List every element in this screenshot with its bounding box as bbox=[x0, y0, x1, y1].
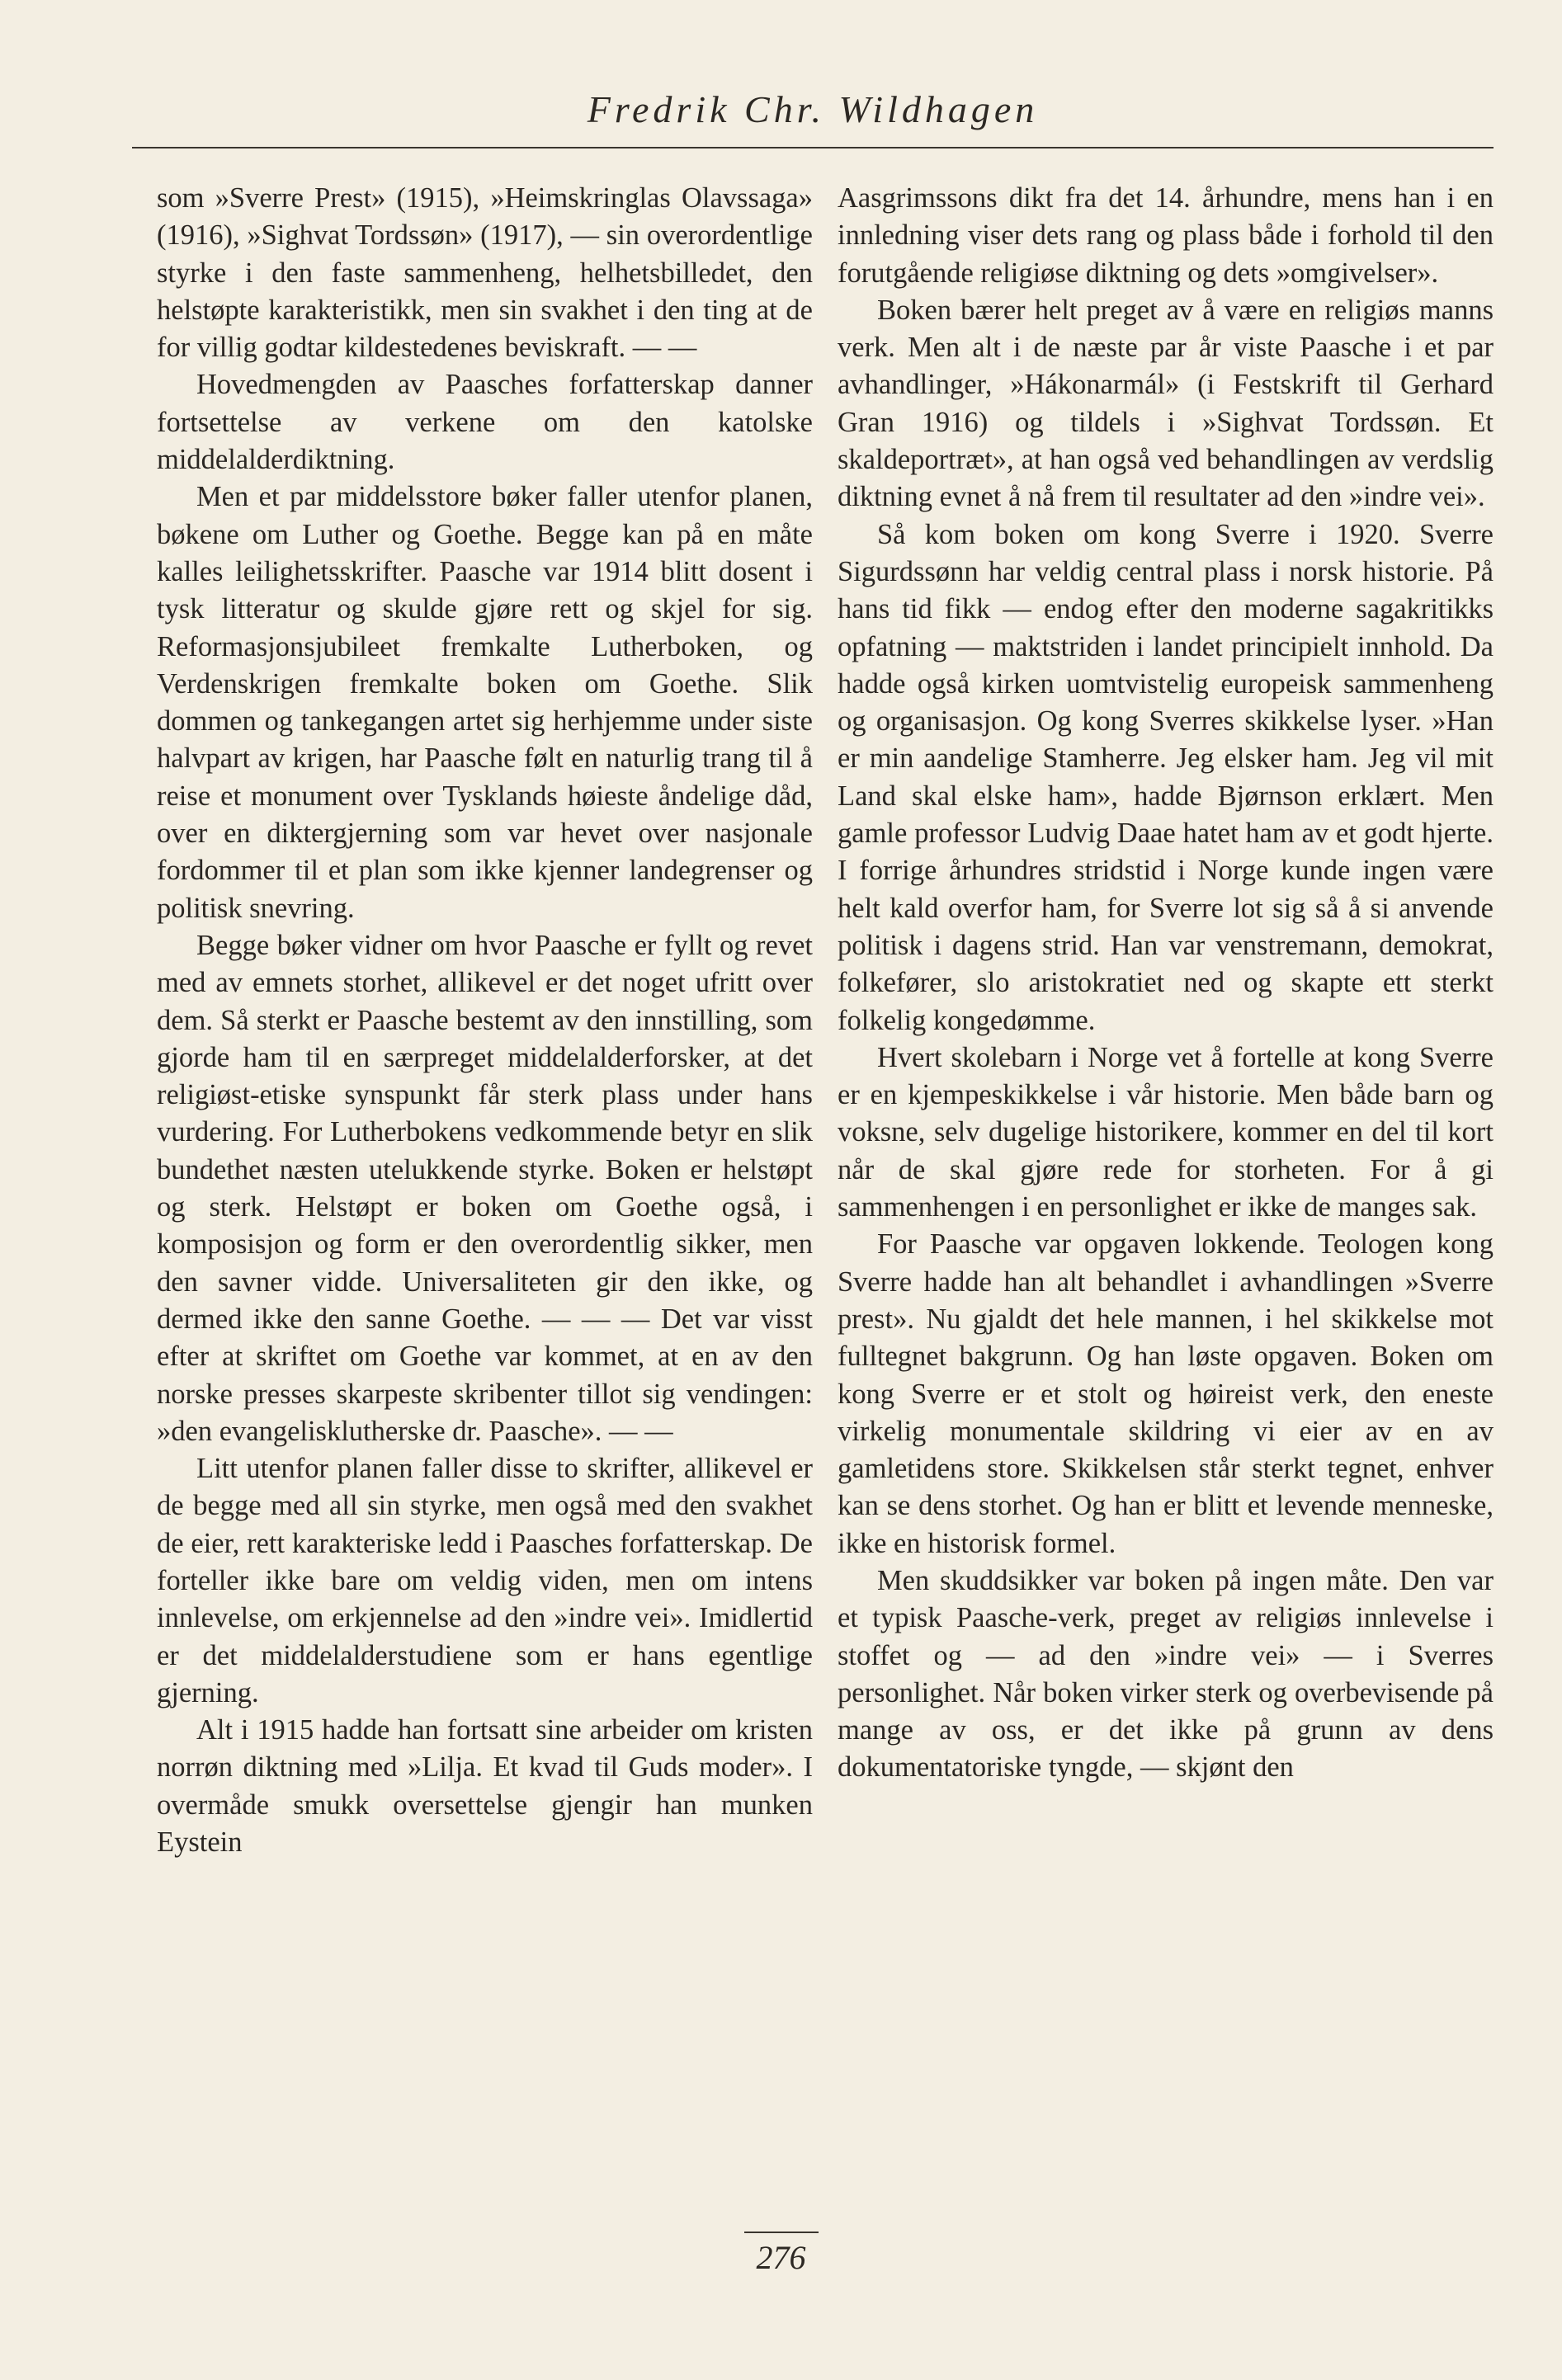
page-number: 276 bbox=[756, 2239, 806, 2276]
left-paragraph-1: som »Sverre Prest» (1915), »Heimskringlas Olavssaga» (1916), »Sighvat Tordssøn» (1917), — sin overordentlige styrke i den faste sammenheng, helhetsbilledet, den helstøpte karakteristikk, men sin svakhet i den ting at de for villig godtar kildestedenes beviskraft. — — bbox=[157, 182, 813, 364]
right-paragraph-4: Hvert skolebarn i Norge vet å fortelle at kong Sverre er en kjempeskikkelse i vår historie. Men både barn og voksne, selv dugelige historikere, kommer en del til kort når de skal gjøre rede for storheten. For å gi sammenhengen i en personlighet er ikke de manges sak. bbox=[838, 1041, 1494, 1223]
left-paragraph-4: Begge bøker vidner om hvor Paasche er fyllt og revet med av emnets storhet, allikevel er det noget ufritt over dem. Så sterkt er Paasche bestemt av den innstilling, som gjorde ham til en særpreget middelalderforsker, at det religiøst-etiske synspunkt får sterk plass under hans vurdering. For Lutherbokens vedkommende betyr en slik bundethet næsten utelukkende styrke. Boken er helstøpt og sterk. Helstøpt er boken om Goethe også, i komposisjon og form er den overordentlig sikker, men den savner vidde. Universaliteten gir den ikke, og dermed ikke den sanne Goethe. — — — Det var visst efter at skriftet om Goethe var kommet, at en av den norske presses skarpeste skribenter tillot sig vendingen: »den evangelisklutherske dr. Paasche». — — bbox=[157, 929, 813, 1447]
left-paragraph-6: Alt i 1915 hadde han fortsatt sine arbeider om kristen norrøn diktning med »Lilja. Et kvad til Guds moder». I overmåde smukk oversettelse gjengir han munken Eystein bbox=[157, 1714, 813, 1859]
right-paragraph-3: Så kom boken om kong Sverre i 1920. Sverre Sigurdssønn har veldig central plass i norsk historie. På hans tid fikk — endog efter den moderne sagakritikks opfatning — maktstriden i landet principielt innhold. Da hadde også kirken uomtvistelig europeisk sammenheng og organisasjon. Og kong Sverres skikkelse lyser. »Han er min aandelige Stamherre. Jeg elsker ham. Jeg vil mit Land skal elske ham», hadde Bjørnson erklært. Men gamle professor Ludvig Daae hatet ham av et godt hjerte. I forrige århundres stridstid i Norge kunde ingen være helt kald overfor ham, for Sverre lot sig så å si anvende politisk i dagens strid. Han var venstremann, demokrat, folkefører, slo aristokratiet ned og skapte ett sterkt folkelig kongedømme. bbox=[838, 518, 1494, 1036]
right-paragraph-2: Boken bærer helt preget av å være en religiøs manns verk. Men alt i de næste par år viste Paasche i et par avhandlinger, »Hákonarmál» (i Festskrift til Gerhard Gran 1916) og tildels i »Sighvat Tordssøn. Et skaldeportræt», at han også ved behandlingen av verdslig diktning evnet å nå frem til resultater ad den »indre vei». bbox=[838, 294, 1494, 513]
header-title: Fredrik Chr. Wildhagen bbox=[587, 88, 1039, 130]
left-column bbox=[157, 180, 813, 1861]
left-paragraph-3: Men et par middelsstore bøker faller utenfor planen, bøkene om Luther og Goethe. Begge kan på en måte kalles leilighetsskrifter. Paasche var 1914 blitt dosent i tysk litteratur og skulde gjøre rett og skjel for sig. Reformasjonsjubileet fremkalte Lutherboken, og Verdenskrigen fremkalte boken om Goethe. Slik dommen og tankegangen artet sig herhjemme under siste halvpart av krigen, har Paasche følt en naturlig trang til å reise et monument over Tysklands høieste åndelige dåd, over en diktergjerning som var hevet over nasjonale fordommer til et plan som ikke kjenner landegrenser og politisk snevring. bbox=[157, 481, 813, 924]
running-header bbox=[132, 81, 1494, 139]
left-paragraph-5: Litt utenfor planen faller disse to skrifter, allikevel er de begge med all sin styrke, men også med den svakhet de eier, rett karakteriske ledd i Paasches forfatterskap. De forteller ikke bare om veldig viden, men om intens innlevelse, om erkjennelse ad den »indre vei». Imidlertid er det middelalderstudiene som er hans egentlige gjerning. bbox=[157, 1453, 813, 1708]
page-footer bbox=[0, 2232, 1562, 2277]
header-rule bbox=[132, 147, 1494, 148]
right-paragraph-6: Men skuddsikker var boken på ingen måte. Den var et typisk Paasche-verk, preget av religiøs innlevelse i stoffet og — ad den »indre vei» — i Sverres personlighet. Når boken virker sterk og overbevisende på mange av oss, er det ikke på grunn av dens dokumentatoriske tyngde, — skjønt den bbox=[838, 1564, 1494, 1784]
footer-rule bbox=[744, 2232, 819, 2233]
right-column bbox=[838, 180, 1494, 1787]
right-paragraph-1: Aasgrimssons dikt fra det 14. århundre, mens han i en innledning viser dets rang og plass både i forhold til den forutgående religiøse diktning og dets »omgivelser». bbox=[838, 182, 1494, 289]
left-paragraph-2: Hovedmengden av Paasches forfatterskap danner fortsettelse av verkene om den katolske middelalderdiktning. bbox=[157, 369, 813, 476]
right-paragraph-5: For Paasche var opgaven lokkende. Teologen kong Sverre hadde han alt behandlet i avhandlingen »Sverre prest». Nu gjaldt det hele mannen, i hel skikkelse mot fulltegnet bakgrunn. Og han løste opgaven. Boken om kong Sverre er et stolt og høireist verk, den eneste virkelig monumentale skildring vi eier av en av gamletidens store. Skikkelsen står sterkt tegnet, enhver kan se dens storhet. Og han er blitt et levende menneske, ikke en historisk formel. bbox=[838, 1228, 1494, 1559]
